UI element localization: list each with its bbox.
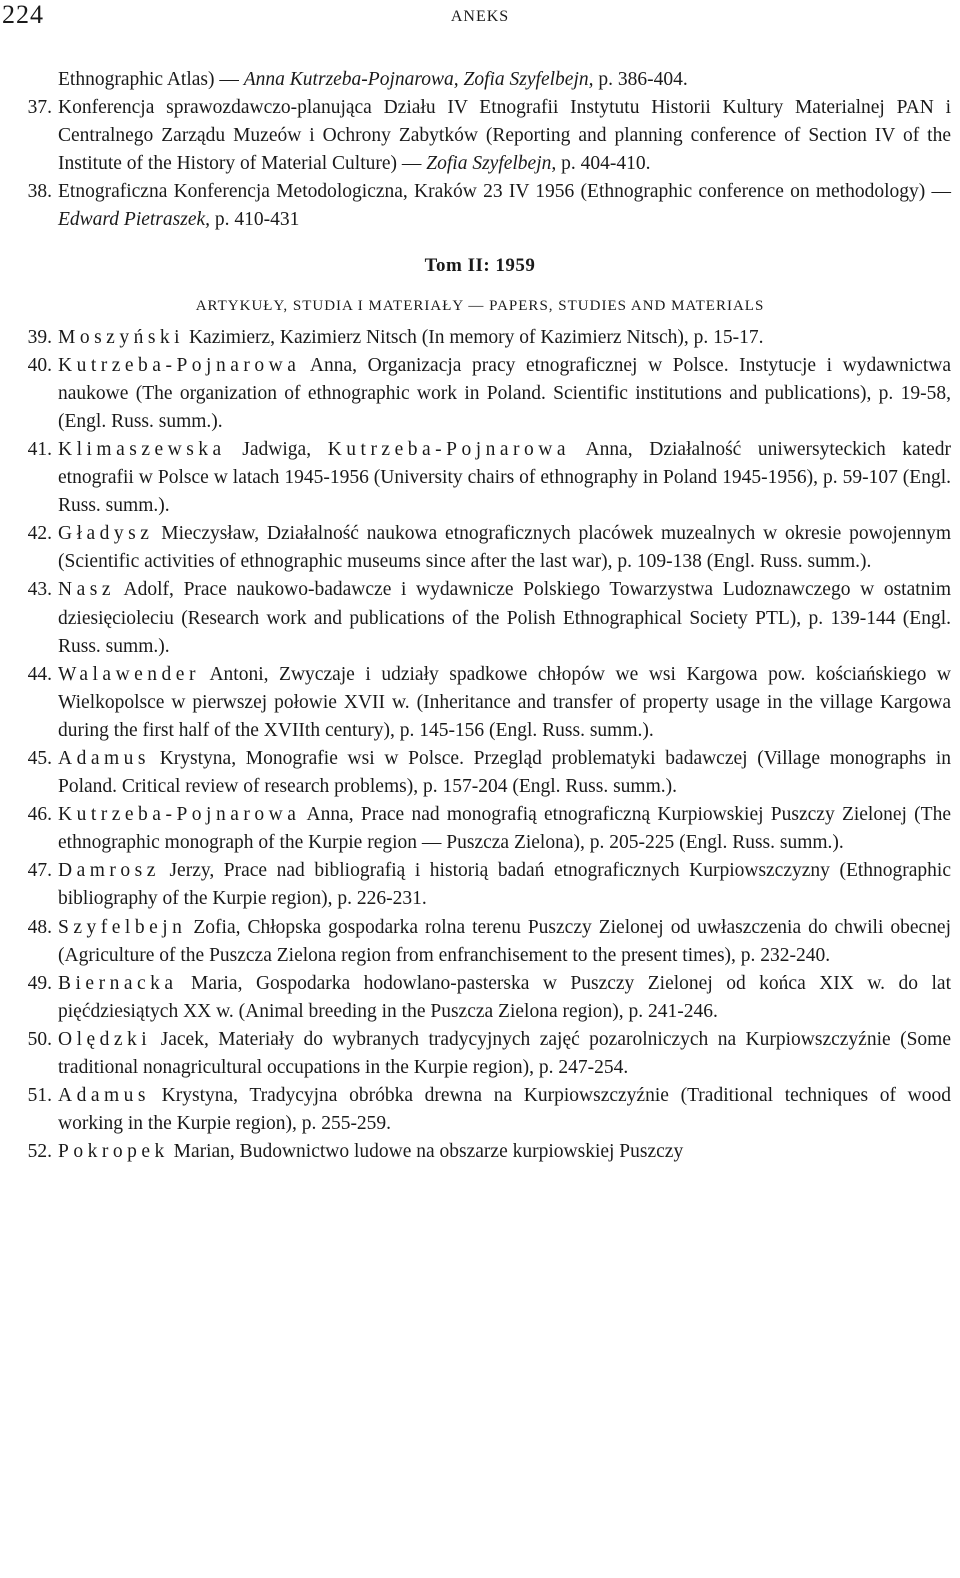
entry-text: Anna, Prace nad monografią etnograficzną Kurpiowskiej Puszczy Zielonej (The ethnographic monograph of the Kurpie region — Puszcza Zielona), p. 205-225 (Engl. Russ. summ.). xyxy=(58,804,951,854)
section-heading: ARTYKUŁY, STUDIA I MATERIAŁY — PAPERS, STUDIES AND MATERIALS xyxy=(195,297,765,314)
entry-number: 44. xyxy=(27,663,52,685)
author-name: Olędzki xyxy=(58,1028,152,1050)
entry-text: Maria, Gospodarka hodowlano-pasterska w Puszczy Zielonej od końca XIX w. do lat pięćdziesiątych XX w. (Animal breeding in the Puszcza Zielona region), p. 241-246. xyxy=(58,972,951,1022)
entry-text: p. 386-404. xyxy=(593,69,688,90)
entry-number: 39. xyxy=(27,326,52,348)
entry-number: 52. xyxy=(27,1141,52,1163)
entry-text: Krystyna, Tradycyjna obróbka drewna na Kurpiowszczyźnie (Traditional techniques of wood working in the Kurpie region), p. 255-259. xyxy=(58,1085,951,1135)
bibliography-entry xyxy=(27,178,951,234)
bibliography-entry xyxy=(27,324,951,352)
bibliography-entry xyxy=(27,1138,951,1166)
bibliography-entry xyxy=(27,661,951,745)
entry-number: 45. xyxy=(27,747,52,769)
bibliography-entry xyxy=(27,970,951,1026)
entry-number: 50. xyxy=(27,1028,52,1050)
entry-text: Etnograficzna Konferencja Metodologiczna, Kraków 23 IV 1956 (Ethnographic conference on methodology) — xyxy=(58,181,951,203)
bibliography-entry xyxy=(27,914,951,970)
entry-number: 47. xyxy=(27,860,52,882)
entry-text: p. 410-431 xyxy=(210,209,300,231)
bibliography-entry xyxy=(27,576,951,660)
entry-number: 42. xyxy=(27,523,52,545)
bibliography-entry xyxy=(27,1026,951,1082)
bibliography-entry xyxy=(27,857,951,913)
author-name: Moszyński xyxy=(58,326,185,348)
bibliography-content xyxy=(0,66,960,1166)
volume-heading: Tom II: 1959 xyxy=(424,254,536,276)
entry-text: Anna, Działalność uniwersyteckich katedr etnografii w Polsce w latach 1945-1956 (University chairs of ethnography in Poland 1945-1956), p. 59-107 (Engl. Russ. summ.). xyxy=(58,438,952,517)
entry-number: 46. xyxy=(27,804,52,826)
entry-text: Konferencja sprawozdawczo-planująca Działu IV Etnografii Instytutu Historii Kultury Materialnej PAN i Centralnego Zarządu Muzeów i Ochrony Zabytków (Reporting and planning conference of Section IV of the Institute of the History of Material Culture) — xyxy=(58,97,951,175)
author-italic: Edward Pietraszek, xyxy=(58,209,211,231)
entry-text: Jacek, Materiały do wybranych tradycyjnych zajęć pozarolniczych na Kurpiowszczyźnie (Some traditional nonagricultural occupations in the Kurpie region), p. 247-254. xyxy=(58,1028,951,1078)
author-name: Pokropek xyxy=(58,1141,169,1163)
author-name: Biernacka xyxy=(58,972,178,994)
author-name: Kutrzeba-Pojnarowa xyxy=(58,354,301,376)
entry-number: 37. xyxy=(27,97,52,119)
author-name: Gładysz xyxy=(58,523,154,545)
author-name: Walawender xyxy=(58,663,200,685)
entry-text: Jadwiga, xyxy=(225,438,328,460)
bibliography-entry xyxy=(27,436,952,520)
entry-number: 49. xyxy=(27,972,52,994)
entry-text: Kazimierz, Kazimierz Nitsch (In memory of Kazimierz Nitsch), p. 15-17. xyxy=(184,326,764,348)
entry-number: 40. xyxy=(27,354,52,376)
author-name: Klimaszewska xyxy=(58,438,226,460)
bibliography-entry xyxy=(27,352,951,436)
author-name: Kutrzeba-Pojnarowa xyxy=(327,438,571,460)
author-name: Kutrzeba-Pojnarowa xyxy=(58,804,301,826)
author-italic: Zofia Szyfelbejn, xyxy=(426,153,557,175)
page-number: 224 xyxy=(2,0,44,29)
author-name: Adamus xyxy=(58,1085,150,1107)
entry-text: Adolf, Prace naukowo-badawcze i wydawnicze Polskiego Towarzystwa Ludoznawczego w ostatnim dziesięcioleciu (Research work and publications of the Polish Ethnographical Society PTL), p. 139-144 (Engl. Russ. summ.). xyxy=(58,579,951,657)
bibliography-entry xyxy=(27,1082,951,1138)
entry-text: Mieczysław, Działalność naukowa etnograficznych placówek muzealnych w okresie powojennym (Scientific activities of ethnographic museums since after the last war), p. 109-138 (Engl. Russ. summ.). xyxy=(58,523,951,573)
entry-text: Marian, Budownictwo ludowe na obszarze kurpiowskiej Puszczy xyxy=(168,1141,684,1163)
entry-number: 51. xyxy=(27,1085,52,1107)
entry-list-bottom xyxy=(0,324,960,1167)
entry-list-top xyxy=(0,66,960,235)
entry-text: Antoni, Zwyczaje i udziały spadkowe chłopów we wsi Kargowa pow. kościańskiego w Wielkopolsce w pierwszej połowie XVII w. (Inheritance and transfer of property usage in the village Kargowa during the first half of the XVIIth century), p. 145-156 (Engl. Russ. summ.). xyxy=(58,663,951,741)
bibliography-entry xyxy=(27,801,951,857)
bibliography-entry xyxy=(58,66,951,94)
entry-text: Jerzy, Prace nad bibliografią i historią badań etnograficznych Kurpiowszczyzny (Ethnographic bibliography of the Kurpie region), p. 226-231. xyxy=(58,860,951,910)
entry-text: Ethnographic Atlas) — xyxy=(58,69,244,90)
entry-number: 43. xyxy=(27,579,52,601)
entry-number: 41. xyxy=(27,438,52,460)
author-name: Adamus xyxy=(58,747,150,769)
entry-text: Anna, Organizacja pracy etnograficznej w Polsce. Instytucje i wydawnictwa naukowe (The organization of ethnographic work in Poland. Scientific institutions and publications), p. 19-58, (Engl. Russ. summ.). xyxy=(58,354,951,432)
bibliography-entry xyxy=(27,745,951,801)
entry-number: 48. xyxy=(27,916,52,938)
entry-text: Krystyna, Monografie wsi w Polsce. Przegląd problematyki badawczej (Village monographs in Poland. Critical review of research problems), p. 157-204 (Engl. Russ. summ.). xyxy=(58,747,951,798)
author-name: Nasz xyxy=(58,579,115,601)
author-name: Damrosz xyxy=(58,860,160,882)
author-name: Szyfelbejn xyxy=(58,916,187,938)
running-header: ANEKS xyxy=(450,8,510,25)
entry-text: Zofia, Chłopska gospodarka rolna terenu Puszczy Zielonej od uwłaszczenia do chwili obecnej (Agriculture of the Puszcza Zielona region from enfranchisement to the present times), p. 232-240. xyxy=(58,916,951,966)
author-italic: Anna Kutrzeba-Pojnarowa, Zofia Szyfelbejn, xyxy=(243,69,594,90)
entry-number: 38. xyxy=(27,181,52,203)
entry-text: p. 404-410. xyxy=(556,153,651,175)
bibliography-entry xyxy=(27,520,951,576)
bibliography-entry xyxy=(27,94,951,178)
